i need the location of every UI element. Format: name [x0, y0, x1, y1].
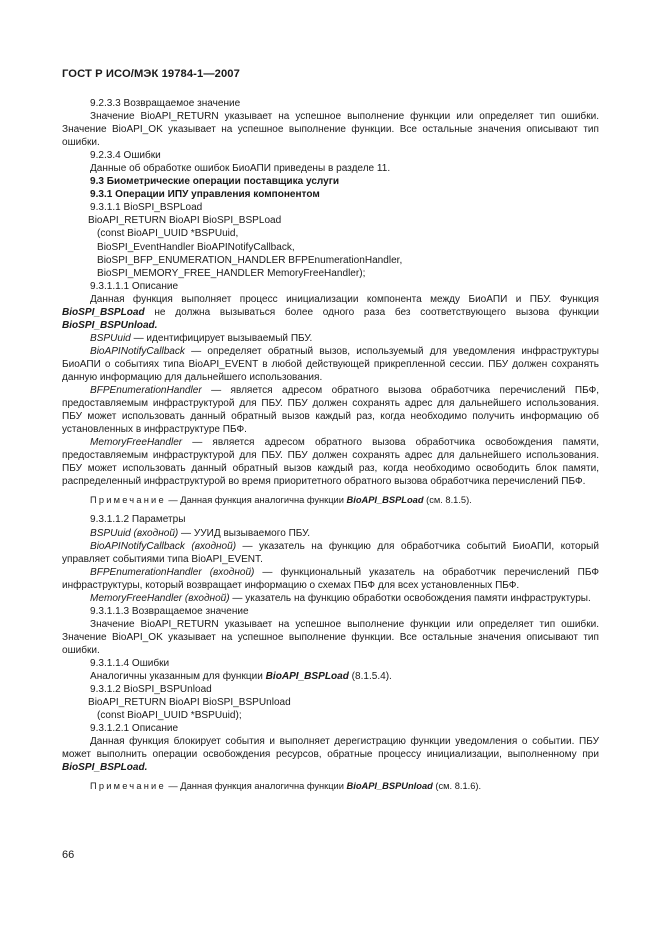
section-heading: 9.2.3.3 Возвращаемое значение	[90, 98, 241, 109]
paragraph: Аналогичны указанным для функции BioAPI_BSPLoad (8.1.5.4).	[90, 671, 392, 683]
section-heading: 9.3.1.1.2 Параметры	[90, 514, 186, 526]
section-heading: 9.3.1.1 BioSPI_BSPLoad	[90, 202, 203, 214]
paragraph: Данная функция выполняет процесс инициализации компонента между БиоАПИ и ПБУ. Функция BioSPI_BSPLoad не должна вызываться более одного раза без соответствующего вызова функции BioSPI_BSPUnload.	[62, 293, 599, 331]
section-heading: 9.3.1.1.1 Описание	[90, 280, 179, 292]
paragraph: Данная функция блокирует события и выполняет дерегистрацию функции уведомления о событии. ПБУ может выполнить операции освобождения ресурсов, обратные процессу инициализации, выполненному при BioSPI_BSPLoad.	[62, 736, 599, 774]
term-definition: BioAPINotifyCallback — определяет обратный вызов, используемый для уведомления инфраструктуры БиоАПИ о событиях типа BioAPI_EVENT в любой действующей прикрепленной сессии. ПБУ должен сохранять данную информацию для дальнейшего использования.	[62, 345, 599, 383]
parameter: BSPUuid (входной) — УУИД вызываемого ПБУ.	[90, 527, 310, 539]
code-line: BioSPI_BFP_ENUMERATION_HANDLER BFPEnumerationHandler,	[97, 254, 403, 266]
code-line: BioSPI_EventHandler BioAPINotifyCallback,	[97, 241, 295, 253]
document-header: ГОСТ Р ИСО/МЭК 19784-1—2007	[62, 68, 240, 80]
code-line: BioAPI_RETURN BioAPI BioSPI_BSPUnload	[88, 697, 291, 709]
code-line: (const BioAPI_UUID *BSPUuid);	[97, 710, 242, 722]
section-heading-bold: 9.3 Биометрические операции поставщика услуги	[90, 176, 340, 188]
paragraph: Данные об обработке ошибок БиоАПИ приведены в разделе 11.	[90, 163, 391, 175]
code-line: (const BioAPI_UUID *BSPUuid,	[97, 228, 239, 240]
paragraph: Значение BioAPI_RETURN указывает на успешное выполнение функции или определяет тип ошибки. Значение BioAPI_OK указывает на успешное выполнение функции. Все остальные значения описывают тип ошибки.	[62, 111, 599, 149]
term-definition: BSPUuid — идентифицирует вызываемый ПБУ.	[90, 332, 313, 344]
section-heading: 9.3.1.1.3 Возвращаемое значение	[90, 605, 249, 617]
code-line: BioSPI_MEMORY_FREE_HANDLER MemoryFreeHandler);	[97, 267, 366, 279]
parameter: BFPEnumerationHandler (входной) — функциональный указатель на обработчик перечислений ПБФ инфраструктуры, который возвращает информацию о схемах ПБФ для всех установленных ПБФ.	[62, 566, 600, 591]
term-definition: BFPEnumerationHandler — является адресом обратного вызова обработчика перечислений ПБФ, предоставляемым инфраструктурой для ПБУ. ПБУ должен сохранять адрес для дальнейшего использования. ПБУ может использовать данный обратный вызов каждый раз, когда необходимо получить информацию об установленных в инфраструктуре ПБФ.	[62, 385, 599, 436]
document-body	[62, 97, 599, 793]
section-heading: 9.2.3.4 Ошибки	[90, 150, 161, 162]
section-heading: 9.3.1.1.4 Ошибки	[90, 657, 170, 669]
paragraph: Значение BioAPI_RETURN указывает на успешное выполнение функции или определяет тип ошибки. Значение BioAPI_OK указывает на успешное выполнение функции. Все остальные значения описывают тип ошибки.	[62, 618, 599, 656]
note: Примечание — Данная функция аналогична функции BioAPI_BSPUnload (см. 8.1.6).	[90, 781, 482, 792]
section-heading: 9.3.1.2.1 Описание	[90, 723, 179, 735]
section-heading: 9.3.1.2 BioSPI_BSPUnload	[90, 684, 212, 696]
parameter: MemoryFreeHandler (входной) — указатель на функцию обработки освобождения памяти инфраструктуры.	[90, 592, 591, 604]
note: Примечание — Данная функция аналогична функции BioAPI_BSPLoad (см. 8.1.5).	[90, 495, 472, 506]
section-heading-bold: 9.3.1 Операции ИПУ управления компонентом	[90, 189, 320, 201]
code-line: BioAPI_RETURN BioAPI BioSPI_BSPLoad	[88, 215, 282, 227]
page-number: 66	[62, 849, 75, 861]
term-definition: MemoryFreeHandler — является адресом обратного вызова обработчика освобождения памяти, предоставляемым инфраструктурой для ПБУ. ПБУ должен сохранять адрес для дальнейшего использования. ПБУ может использовать данный обратный вызов каждый раз, когда необходимо освободить блок памяти, распределенный инфраструктурой во время приоритетного обратного вызова обработчика перечислений ПБФ.	[62, 437, 600, 488]
parameter: BioAPINotifyCallback (входной) — указатель на функцию для обработчика событий БиоАПИ, который управляет событиями типа BioAPI_EVENT.	[62, 540, 599, 565]
